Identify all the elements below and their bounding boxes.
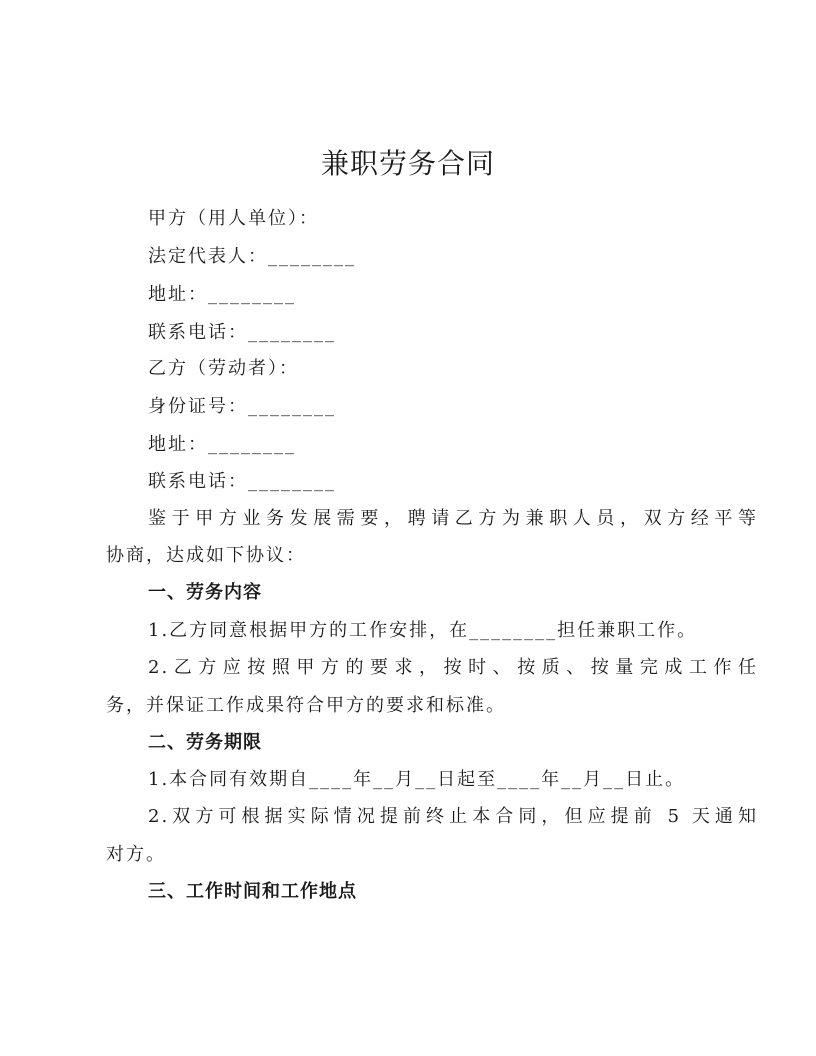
section-heading-service-term: 二、劳务期限 [148, 732, 262, 753]
clause-2-2-line-1: 2.双方可根据实际情况提前终止本合同，但应提前 5 天通知 [148, 806, 758, 827]
party-b-address: 地址：________ [148, 434, 296, 455]
section-heading-service-content: 一、劳务内容 [148, 582, 262, 603]
section-heading-work-time-place: 三、工作时间和工作地点 [148, 881, 357, 902]
clause-1-2-line-1: 2.乙方应按照甲方的要求，按时、按质、按量完成工作任 [148, 657, 758, 678]
party-a-legal-rep: 法定代表人：________ [148, 246, 356, 267]
document-title: 兼职劳务合同 [320, 147, 495, 180]
party-b-id-number: 身份证号：________ [148, 396, 336, 417]
clause-2-1: 1.本合同有效期自____年__月__日起至____年__月__日止。 [148, 769, 686, 790]
party-a-phone: 联系电话：________ [148, 322, 336, 343]
clause-2-2-line-2: 对方。 [106, 844, 166, 865]
party-b-phone: 联系电话：________ [148, 471, 336, 492]
party-a-label: 甲方（用人单位）： [148, 208, 319, 229]
preamble-line-2: 协商，达成如下协议： [106, 545, 306, 566]
clause-1-1: 1.乙方同意根据甲方的工作安排，在________担任兼职工作。 [148, 620, 698, 641]
party-a-address: 地址：________ [148, 284, 296, 305]
clause-1-2-line-2: 务，并保证工作成果符合甲方的要求和标准。 [106, 695, 506, 716]
party-b-label: 乙方（劳动者）： [148, 358, 299, 379]
preamble-line-1: 鉴于甲方业务发展需要，聘请乙方为兼职人员，双方经平等 [148, 508, 758, 529]
